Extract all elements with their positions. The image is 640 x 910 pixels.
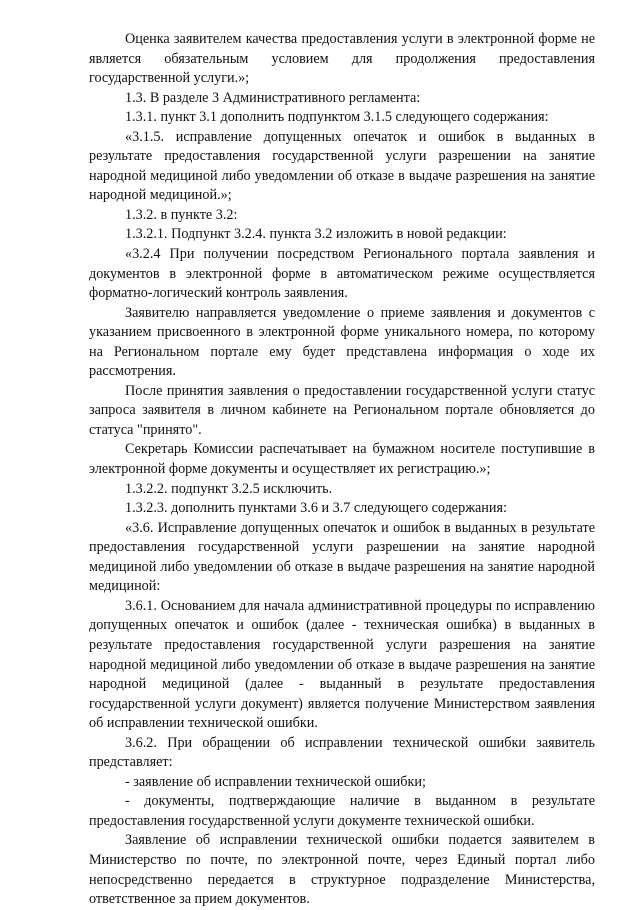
paragraph-1-3-2-1: 1.3.2.1. Подпункт 3.2.4. пункта 3.2 изложить в новой редакции:: [125, 226, 507, 243]
paragraph-3-2-4: «3.2.4 При получении посредством Регионального портала заявления и документов в электронной форме в автоматическом режиме осуществляется форматно-логический контроль заявления.: [89, 246, 595, 302]
list-item-documents: - документы, подтверждающие наличие в выданном в результате предоставления государственной услуги документе технической ошибки.: [89, 793, 595, 829]
list-item-application: - заявление об исправлении технической ошибки;: [125, 773, 426, 790]
paragraph-1-3-2: 1.3.2. в пункте 3.2:: [125, 206, 238, 223]
paragraph-3-1-5: «3.1.5. исправление допущенных опечаток и ошибок в выданных в результате предоставления государственной услуги разрешении на занятие народной медициной либо уведомлении об отказе в выдаче разрешения на занятие народной медициной.»;: [89, 128, 595, 204]
paragraph-3-6: «3.6. Исправление допущенных опечаток и ошибок в выданных в результате предоставления государственной услуги разрешении на занятие народной медициной либо уведомлении об отказе в выдаче разрешения на занятие народной медициной:: [89, 519, 595, 595]
paragraph-1-3-2-2: 1.3.2.2. подпункт 3.2.5 исключить.: [125, 480, 333, 497]
paragraph-status-accepted: После принятия заявления о предоставлении государственной услуги статус запроса заявителя в личном кабинете на Региональном портале обновляется до статуса "принято".: [89, 382, 595, 438]
paragraph-1-3-2-3: 1.3.2.3. дополнить пунктами 3.6 и 3.7 следующего содержания:: [125, 500, 507, 517]
paragraph-secretary: Секретарь Комиссии распечатывает на бумажном носителе поступившие в электронной форме документы и осуществляет их регистрацию.»;: [89, 441, 595, 478]
paragraph-1-3-1: 1.3.1. пункт 3.1 дополнить подпунктом 3.1.5 следующего содержания:: [125, 109, 549, 126]
paragraph-submission: Заявление об исправлении технической ошибки подается заявителем в Министерство по почте, по электронной почте, через Единый портал либо непосредственно передается в структурное подразделение Министерства, ответственное за прием документов.: [89, 832, 595, 908]
paragraph-3-6-1: 3.6.1. Основанием для начала административной процедуры по исправлению допущенных опечаток и ошибок (далее - техническая ошибка) в выданных в результате предоставления государственной услуги разрешения на занятие народной медициной либо уведомлении об отказе в выдаче разрешения на занятие народной медициной (далее - выданный в результате предоставления государственной услуги документ) является получение Министерством заявления об исправлении технической ошибки.: [89, 597, 595, 732]
paragraph-3-6-2: 3.6.2. При обращении об исправлении технической ошибки заявитель представляет:: [89, 734, 595, 771]
paragraph-assessment: Оценка заявителем качества предоставления услуги в электронной форме не является обязательным условием для продолжения предоставления государственной услуги.»;: [89, 31, 595, 87]
document-page: [89, 30, 595, 910]
paragraph-notification: Заявителю направляется уведомление о приеме заявления и документов с указанием присвоенного в электронной форме уникального номера, по которому на Региональном портале ему будет представлена информация о ходе их рассмотрения.: [89, 304, 595, 380]
paragraph-section-3: 1.3. В разделе 3 Административного регламента:: [125, 89, 421, 106]
